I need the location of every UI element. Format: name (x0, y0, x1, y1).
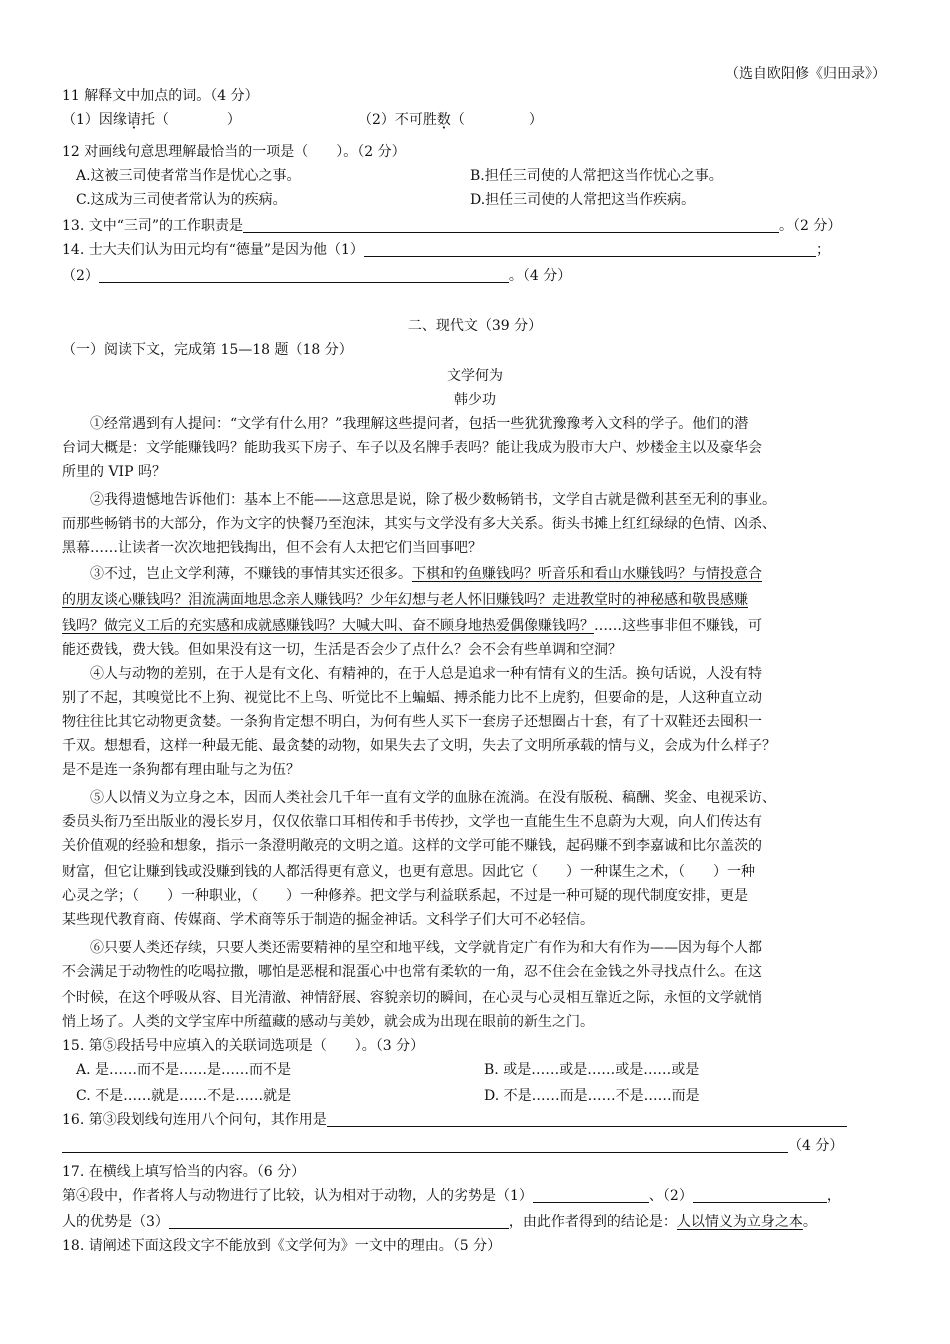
q16-answer-blank-1[interactable] (327, 1110, 847, 1127)
q15-stem: 15. 第⑤段括号中应填入的关联词选项是（ ）。（3 分） (62, 1038, 425, 1054)
section-heading: 二、现代文（39 分） (407, 318, 543, 334)
q11-dotted-word-2: 数 (436, 112, 451, 128)
q11-item2: （2）不可胜数（ ） (358, 112, 543, 128)
q15-option-c: C. 不是……就是……不是……就是 (76, 1088, 292, 1104)
q15-option-d: D. 不是……而是……不是……而是 (484, 1088, 700, 1104)
para2-line: 黑幕……让读者一次次地把钱掏出，但不会有人太把它们当回事吧？ (62, 540, 482, 556)
para5-line: 关价值观的经验和想象，指示一条澄明敞亮的文明之道。这样的文学可能不赚钱，起码赚不到李嘉诚和比尔盖茨的 (62, 838, 762, 854)
para4-line: 物往往比其它动物更贪婪。一条狗肯定想不明白，为何有些人买下一套房子还想圈占十套，有了十双鞋还去囤积一 (62, 714, 762, 730)
q11-stem: 11 解释文中加点的词。（4 分） (62, 88, 259, 104)
para2-line: 而那些畅销书的大部分，作为文字的快餐乃至泡沫，其实与文学没有多大关系。街头书摊上红红绿绿的色情、凶杀、 (62, 516, 776, 532)
q17-line1: 第④段中，作者将人与动物进行了比较，认为相对于动物，人的劣势是（1） 、（2） ， (62, 1188, 841, 1204)
para5-line: 某些现代教育商、传媒商、学术商等乐于制造的掘金神话。文科学子们大可不必轻信。 (62, 912, 594, 928)
para1-line: 所里的 VIP 吗？ (62, 464, 166, 480)
q15-option-b: B. 或是……或是……或是……或是 (484, 1062, 700, 1078)
underlined-questions: 下棋和钓鱼赚钱吗？听音乐和看山水赚钱吗？与情投意合 (412, 566, 762, 582)
para5-line: 心灵之学；（ ）一种职业，（ ）一种修养。把文学与利益联系起，不过是一种可疑的现代制度安排，更是 (62, 888, 748, 904)
q17-stem: 17. 在横线上填写恰当的内容。（6 分） (62, 1164, 306, 1180)
q16-line1: 16. 第③段划线句连用八个问句，其作用是 (62, 1110, 847, 1130)
q11-item1: （1）因缘请托（ ） (62, 112, 241, 128)
para5-line: 财富，但它让赚到钱或没赚到钱的人都活得更有意义，也更有意思。因此它（ ）一种谋生之术，（ ）一种 (62, 864, 755, 880)
para3-line: 钱吗？做完义工后的充实感和成就感赚钱吗？大喊大叫、奋不顾身地热爱偶像赚钱吗？……这些事非但不赚钱，可 (62, 618, 762, 634)
para4-line: 是不是连一条狗都有理由耻与之为伍？ (62, 762, 300, 778)
q17-conclusion: 人以情义为立身之本 (676, 1214, 803, 1230)
q17-answer-blank-3[interactable] (169, 1212, 509, 1229)
q16-line2: （4 分） (62, 1136, 843, 1156)
essay-author: 韩少功 (454, 392, 496, 408)
part-heading: （一）阅读下文，完成第 15—18 题（18 分） (62, 342, 353, 358)
para4-line: 别了不起，其嗅觉比不上狗、视觉比不上鸟、听觉比不上蝙蝠、搏杀能力比不上虎豹，但要命的是，人这种直立动 (62, 690, 762, 706)
q17-line2: 人的优势是（3） ，由此作者得到的结论是：人以情义为立身之本。 (62, 1214, 817, 1230)
source-citation: （选自欧阳修《归田录》） (725, 66, 886, 82)
q12-option-a: A.这被三司使者常当作是忧心之事。 (76, 168, 301, 184)
para5-line: ⑤人以情义为立身之本，因而人类社会几千年一直有文学的血脉在流淌。在没有版税、稿酬、奖金、电视采访、 (90, 790, 776, 806)
essay-title: 文学何为 (447, 368, 503, 384)
q18-stem: 18. 请阐述下面这段文字不能放到《文学何为》一文中的理由。（5 分） (62, 1238, 502, 1254)
para3-line: 能还费钱，费大钱。但如果没有这一切，生活是否会少了点什么？会不会有些单调和空洞？ (62, 642, 622, 658)
para1-line: 台词大概是：文学能赚钱吗？能助我买下房子、车子以及名牌手表吗？能让我成为股市大户、炒楼金主以及豪华会 (62, 440, 762, 456)
para6-line: 悄上场了。人类的文学宝库中所蕴藏的感动与美妙，就会成为出现在眼前的新生之门。 (62, 1014, 594, 1030)
para6-line: ⑥只要人类还存续，只要人类还需要精神的星空和地平线，文学就肯定广有作为和大有作为——因为每个人都 (90, 940, 762, 956)
q11-dotted-word-1: 请 (126, 112, 141, 128)
q14-line2: （2） 。（4 分） (62, 268, 572, 284)
para2-line: ②我得遗憾地告诉他们：基本上不能——这意思是说，除了极少数畅销书，文学自古就是微利甚至无利的事业。 (90, 492, 776, 508)
q16-answer-blank-2[interactable] (62, 1136, 788, 1153)
q17-answer-blank-2[interactable] (693, 1186, 827, 1203)
para3-line (62, 590, 748, 610)
para5-line: 委员头衔乃至出版业的漫长岁月，仅仅依靠口耳相传和手书传抄，文学也一直能生生不息蔚为大观，向人们传达有 (62, 814, 762, 830)
q13: 13. 文中“三司”的工作职责是 。（2 分） (62, 218, 842, 234)
q14-answer-blank-1[interactable] (364, 240, 816, 257)
q15-option-a: A. 是……而不是……是……而不是 (76, 1062, 292, 1078)
para4-line: 千双。想想看，这样一种最无能、最贪婪的动物，如果失去了文明，失去了文明所承载的情与义，会成为什么样子？ (62, 738, 776, 754)
para3-line: ③不过，岂止文学利薄，不赚钱的事情其实还很多。下棋和钓鱼赚钱吗？听音乐和看山水赚钱吗？与情投意合 (90, 566, 762, 582)
q12-option-b: B.担任三司使的人常把这当作忧心之事。 (470, 168, 723, 184)
para1-line: ①经常遇到有人提问：“文学有什么用？”我理解这些提问者，包括一些犹犹豫豫考入文科的学子。他们的潜 (90, 416, 749, 432)
q14-line1: 14. 士大夫们认为田元均有“德量”是因为他（1） ； (62, 242, 830, 258)
para6-line: 个时候，在这个呼吸从容、目光清澈、神情舒展、容貌亲切的瞬间，在心灵与心灵相互靠近之际，永恒的文学就悄 (62, 990, 762, 1006)
para6-line: 不会满足于动物性的吃喝拉撒，哪怕是恶棍和混蛋心中也常有柔软的一角，忍不住会在金钱之外寻找点什么。在这 (62, 964, 762, 980)
q12-stem: 12 对画线句意思理解最恰当的一项是（ ）。（2 分） (62, 144, 406, 160)
q12-option-c: C.这成为三司使者常认为的疾病。 (76, 192, 287, 208)
q17-answer-blank-1[interactable] (533, 1186, 649, 1203)
q14-answer-blank-2[interactable] (99, 266, 509, 283)
q12-option-d: D.担任三司使的人常把这当作疾病。 (470, 192, 696, 208)
q13-answer-blank[interactable] (243, 216, 779, 233)
underlined-questions: 的朋友谈心赚钱吗？泪流满面地思念亲人赚钱吗？少年幻想与老人怀旧赚钱吗？走进教堂时的神秘感和敬畏感赚 (62, 592, 748, 608)
underlined-questions: 钱吗？做完义工后的充实感和成就感赚钱吗？大喊大叫、奋不顾身地热爱偶像赚钱吗？ (62, 618, 594, 634)
para4-line: ④人与动物的差别，在于人是有文化、有精神的，在于人总是追求一种有情有义的生活。换句话说，人没有特 (90, 666, 762, 682)
